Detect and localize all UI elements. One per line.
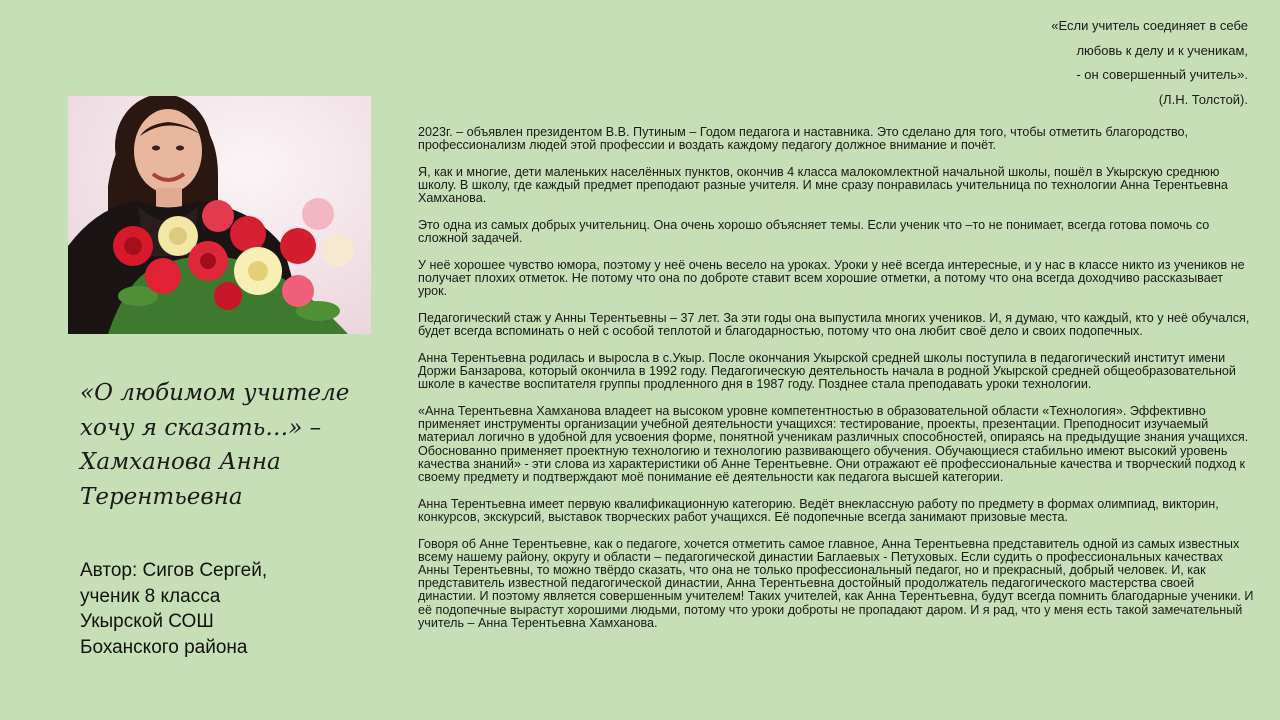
author-line: Боханского района bbox=[80, 636, 248, 658]
epigraph-line: - он совершенный учитель». bbox=[1076, 67, 1248, 82]
body-paragraph: Говоря об Анне Терентьевне, как о педагоге, хочется отметить самое главное, Анна Терентьевна представитель одной из самых известных всему нашему району, округу и области – педагогической династии Баглаевых - Петуховых. Если судить о профессиональных качествах Анны Терентьевны, то можно твёрдо сказать, что она не только профессиональный педагог, но и прекрасный, добрый человек. И, как представитель известной педагогической династии, Анна Терентьевна достойный продолжатель педагогического мастерства своей династии. И поэтому является совершенным учителем! Таких учителей, как Анна Терентьевна, будут всегда помнить благодарные ученики. И её подопечные вырастут хорошими людьми, потому что уроки доброты не пропадают даром. И я рад, что у меня есть такой замечательный учитель – Анна Терентьевна Хамханова. bbox=[418, 536, 1254, 630]
article-body bbox=[418, 126, 1254, 644]
epigraph-quote bbox=[948, 14, 1248, 112]
body-paragraph: Анна Терентьевна родилась и выросла в с.Укыр. После окончания Укырской средней школы поступила в педагогический институт имени Доржи Банзарова, который окончила в 1992 году. Педагогическую деятельность начала в родной Укырской средней общеобразовательной школе в качестве воспитателя группы продленного дня в 1987 году. Позднее стала преподавать уроки технологии. bbox=[418, 350, 1236, 392]
article-title: «О любимом учителе хочу я сказать…» – Хамханова Анна Терентьевна bbox=[80, 380, 350, 510]
body-paragraph: Анна Терентьевна имеет первую квалификационную категорию. Ведёт внеклассную работу по предмету в формах олимпиад, викторин, конкурсов, экскурсий, выставок творческих работ учащихся. Её подопечные всегда занимают призовые места. bbox=[418, 496, 1219, 524]
body-paragraph: Это одна из самых добрых учительниц. Она очень хорошо объясняет темы. Если ученик что –то не понимает, всегда готова помочь со сложной задачей. bbox=[418, 218, 1210, 246]
body-paragraph: «Анна Терентьевна Хамханова владеет на высоком уровне компетентностью в образовательной области «Технология». Эффективно применяет инструменты организации учебной деятельности учащихся: тестирование, проекты, презентации. Преподносит изучаемый материал логично в удобной для усвоения форме, понятной ученикам различных способностей, опираясь на предыдущие знания учащихся. Обоснованно применяет проектную технологию и технологию развивающего обучения. Обучающиеся стабильно имеют высокий уровень качества знаний» - эти слова из характеристики об Анне Терентьевне. Они отражают её профессиональные качества и творческий подход к своему предмету и подтверждают моё понимание её деятельности как педагога высшей категории. bbox=[418, 404, 1249, 485]
author-line: ученик 8 класса bbox=[80, 585, 221, 607]
author-line: Автор: Сигов Сергей, bbox=[80, 560, 268, 581]
body-paragraph: У неё хорошее чувство юмора, поэтому у неё очень весело на уроках. Уроки у неё всегда интересные, и у нас в классе никто из учеников не получает плохих отметок. Не потому что она по доброте ставит всем хорошие отметки, а потому что она всегда доходчиво рассказывает урок. bbox=[418, 257, 1245, 299]
body-paragraph: Педагогический стаж у Анны Терентьевны – 37 лет. За эти годы она выпустила многих учеников. И, я думаю, что каждый, кто у неё обучался, будет всегда вспоминать о ней с особой теплотой и благодарностью, потому что она любит своё дело и своих подопечных. bbox=[418, 311, 1250, 339]
author-block bbox=[80, 558, 340, 660]
body-paragraph: Я, как и многие, дети маленьких населённых пунктов, окончив 4 класса малокомлектной начальной школы, пошёл в Укырскую среднюю школу. В школу, где каждый предмет преподают разные учителя. И мне сразу понравилась учительница по технологии Анна Терентьевна Хамханова. bbox=[418, 164, 1228, 206]
epigraph-line: «Если учитель соединяет в себе bbox=[1051, 18, 1248, 33]
epigraph-line: любовь к делу и к ученикам, bbox=[1076, 42, 1248, 58]
author-line: Укырской СОШ bbox=[80, 611, 214, 632]
body-paragraph: 2023г. – объявлен президентом В.В. Путиным – Годом педагога и наставника. Это сделано для того, чтобы отметить благородство, профессионализм людей этой профессии и воздать каждому педагогу должное внимание и почёт. bbox=[418, 125, 1189, 153]
teacher-photo-illustration bbox=[68, 96, 371, 334]
teacher-photo bbox=[68, 96, 371, 334]
epigraph-attribution: (Л.Н. Толстой). bbox=[1158, 91, 1248, 107]
